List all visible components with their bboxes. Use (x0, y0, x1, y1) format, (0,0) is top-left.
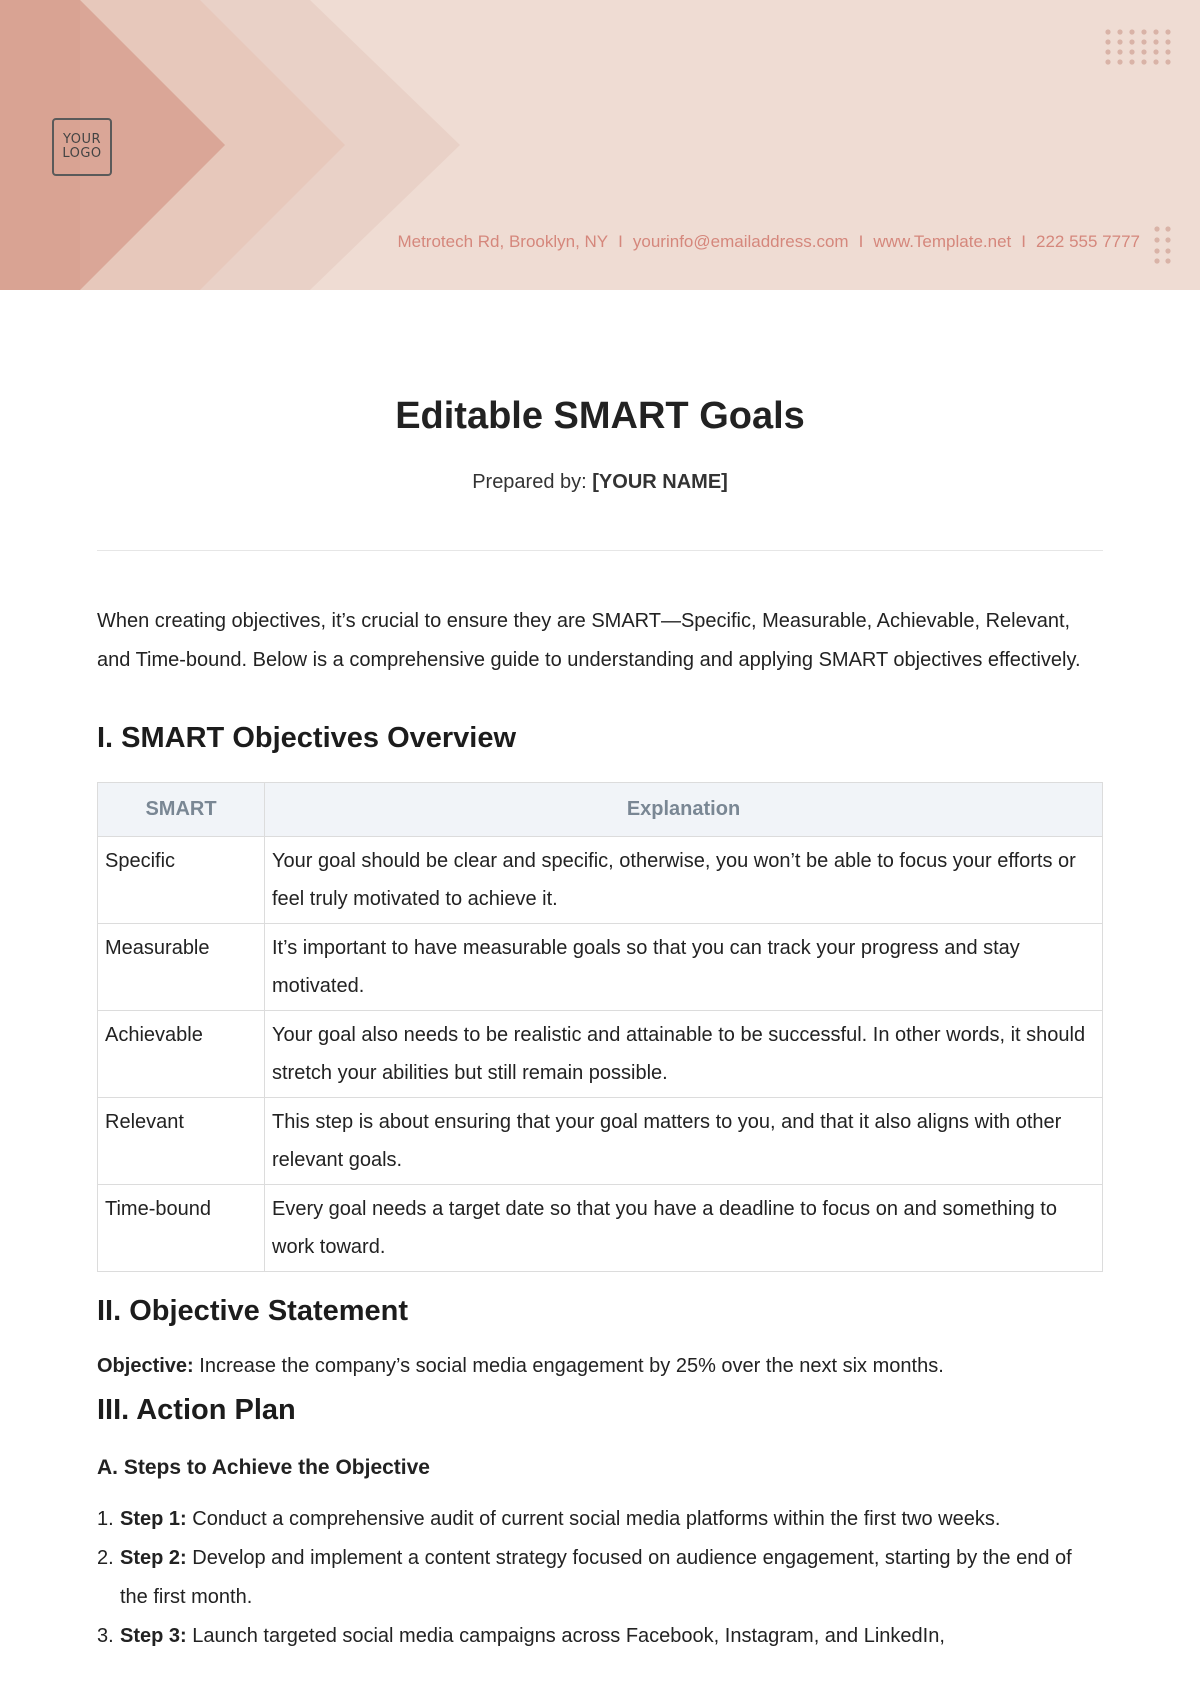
step-text: Launch targeted social media campaigns across Facebook, Instagram, and LinkedIn, (192, 1625, 945, 1647)
list-item (97, 1539, 1097, 1617)
step-number: 2. (97, 1547, 114, 1569)
letterhead-banner (0, 0, 1200, 290)
table-row (98, 1185, 1103, 1272)
list-item (97, 1617, 1097, 1656)
section-heading-action-plan: III. Action Plan (97, 1394, 296, 1426)
section-heading-objective: II. Objective Statement (97, 1295, 409, 1327)
subsection-heading-steps: A. Steps to Achieve the Objective (97, 1456, 430, 1479)
table-row (98, 924, 1103, 1011)
table-cell-term: Specific (98, 837, 265, 924)
step-label: Step 1: (120, 1508, 187, 1530)
objective-text: Increase the company’s social media engagement by 25% over the next six months. (199, 1355, 944, 1377)
intro-paragraph: When creating objectives, it’s crucial to ensure they are SMART—Specific, Measurable, Achievable, Relevant, and Time-bound. Below is a comprehensive guide to understanding and applying SMART objectives effectively. (97, 610, 1081, 671)
table-cell-explanation: This step is about ensuring that your goal matters to you, and that it also aligns with other relevant goals. (265, 1098, 1103, 1185)
contact-separator: I (1021, 232, 1026, 251)
table-cell-explanation: Your goal also needs to be realistic and attainable to be successful. In other words, it should stretch your abilities but still remain possible. (265, 1011, 1103, 1098)
contact-info (300, 230, 1140, 254)
column-header-smart: SMART (98, 783, 265, 837)
contact-website[interactable]: www.Template.net (873, 232, 1012, 251)
logo-text-line1: YOUR (62, 132, 101, 147)
objective-statement (97, 1355, 944, 1378)
table-cell-term: Time-bound (98, 1185, 265, 1272)
document-title: Editable SMART Goals (395, 395, 805, 437)
contact-email[interactable]: yourinfo@emailaddress.com (632, 232, 849, 251)
prepared-by (0, 471, 1200, 494)
step-number: 1. (97, 1508, 114, 1530)
step-text: Develop and implement a content strategy focused on audience engagement, starting by the end of the first month. (120, 1547, 1072, 1608)
step-text: Conduct a comprehensive audit of current social media platforms within the first two weeks. (192, 1508, 1001, 1530)
table-cell-term: Relevant (98, 1098, 265, 1185)
column-header-explanation: Explanation (265, 783, 1103, 837)
contact-separator: I (858, 232, 864, 251)
table-cell-term: Achievable (98, 1011, 265, 1098)
steps-list (97, 1500, 1097, 1656)
dot-grid-small-icon (1152, 224, 1174, 264)
company-logo (52, 118, 112, 176)
table-row (98, 837, 1103, 924)
table-row (98, 1011, 1103, 1098)
table-header-row (98, 783, 1103, 837)
prepared-by-label: Prepared by: (472, 471, 587, 493)
table-cell-explanation: Your goal should be clear and specific, otherwise, you won’t be able to focus your efforts or feel truly motivated to achieve it. (265, 837, 1103, 924)
contact-separator: I (618, 232, 623, 251)
logo-text-line2: LOGO (62, 146, 102, 161)
table-cell-explanation: Every goal needs a target date so that you have a deadline to focus on and something to work toward. (265, 1185, 1103, 1272)
section-heading-overview: I. SMART Objectives Overview (97, 722, 517, 754)
prepared-by-name: [YOUR NAME] (592, 471, 728, 493)
contact-phone: 222 555 7777 (1036, 232, 1140, 251)
smart-table (97, 782, 1103, 1272)
table-cell-explanation: It’s important to have measurable goals so that you can track your progress and stay motivated. (265, 924, 1103, 1011)
step-number: 3. (97, 1625, 114, 1647)
dot-grid-icon (1104, 28, 1174, 68)
divider (97, 550, 1103, 551)
step-label: Step 3: (120, 1625, 187, 1647)
table-row (98, 1098, 1103, 1185)
step-label: Step 2: (120, 1547, 187, 1569)
contact-address: Metrotech Rd, Brooklyn, NY (397, 232, 609, 251)
table-cell-term: Measurable (98, 924, 265, 1011)
list-item (97, 1500, 1097, 1539)
objective-label: Objective: (97, 1355, 194, 1377)
